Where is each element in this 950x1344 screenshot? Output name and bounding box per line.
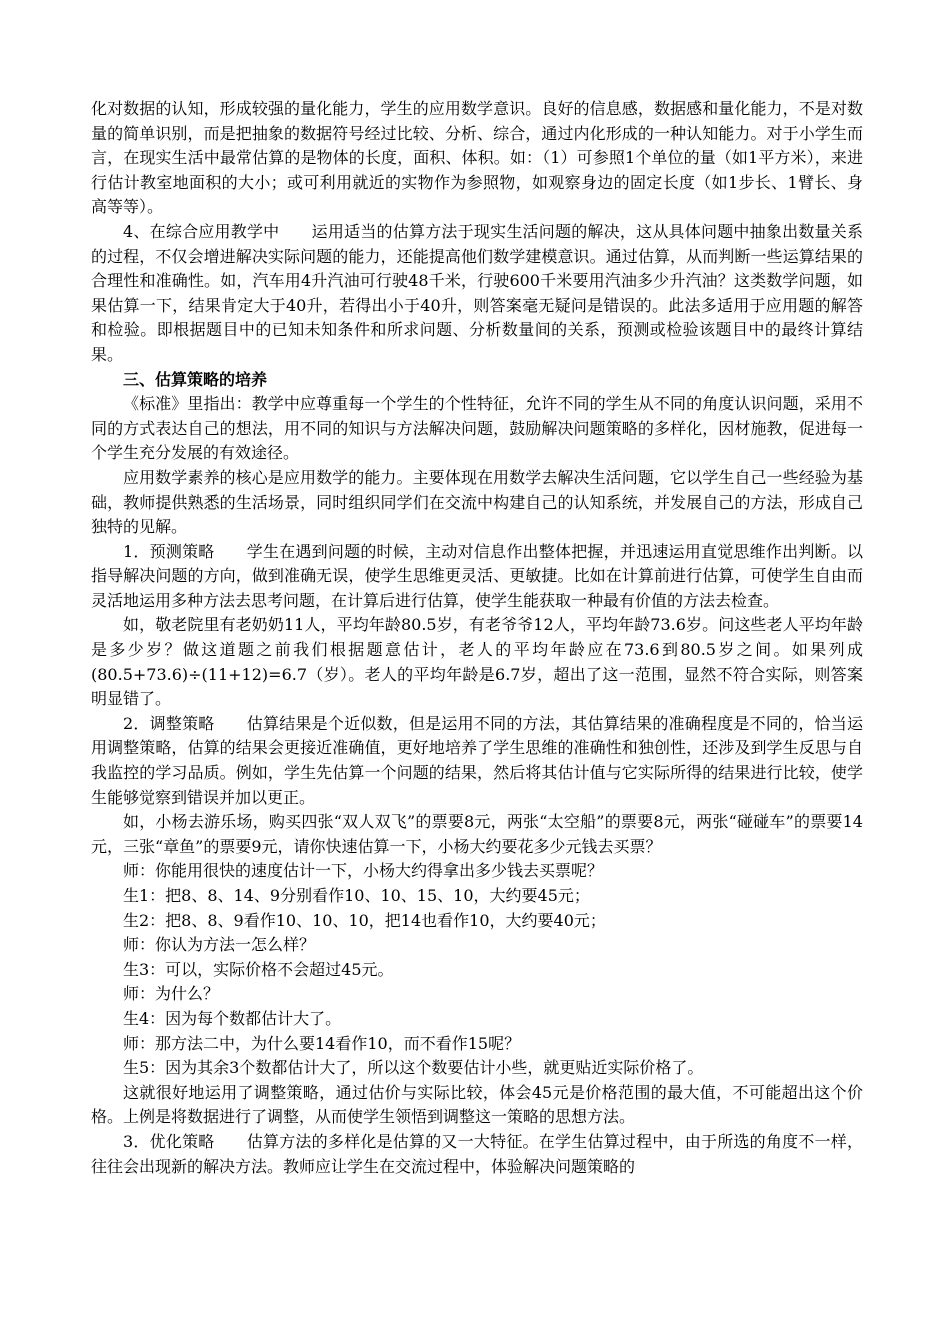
dialogue-line: 生4：因为每个数都估计大了。 xyxy=(123,1008,342,1028)
dialogue-line: 师：为什么？ xyxy=(123,984,220,1004)
paragraph-adjustment-summary: 这就很好地运用了调整策略，通过估价与实际比较，体会45元是价格范围的最大值，不可能超出这个价格。上例是将数据进行了调整，从而使学生领悟到调整这一策略的思想方法。 xyxy=(91,1082,863,1127)
item-text: 学生在遇到问题的时候，主动对信息作出整体把握，并迅速运用直觉思维作出判断。以指导解决问题的方向，做到准确无误，使学生思维更灵活、更敏捷。比如在计算前进行估算，可使学生自由而灵活地运用多种方法去思考问题，在计算后进行估算，使学生能获取一种最有价值的方法去检查。 xyxy=(91,541,863,610)
paragraph-comprehensive-application xyxy=(91,220,863,368)
paragraph-amusement-park-example: 如，小杨去游乐场，购买四张“双人双飞”的票要8元，两张“太空船”的票要8元，两张“碰碰车”的票要14元，三张“章鱼”的票要9元，请你快速估算一下，小杨大约要花多少元钱去买票？ xyxy=(91,812,863,856)
item-label: 3．优化策略 xyxy=(123,1131,215,1151)
item-text: 运用适当的估算方法于现实生活问题的解决，这从具体问题中抽象出数量关系的过程，不仅会增进解决实际问题的能力，还能提高他们数学建模意识。通过估算，从而判断一些运算结果的合理性和准确性。如，汽车用4升汽油可行驶48千米，行驶600千米要用汽油多少升汽油？这类数学问题，如果估算一下，结果肯定大于40升，若得出小于40升，则答案毫无疑问是错误的。此法多适用于应用题的解答和检验。即根据题目中的已知未知条件和所求问题、分析数量间的关系，预测或检验该题目中的最终计算结果。 xyxy=(91,221,863,364)
item-text: 估算结果是个近似数，但是运用不同的方法，其估算结果的准确程度是不同的，恰当运用调整策略，估算的结果会更接近准确值，更好地培养了学生思维的准确性和独创性，还涉及到学生反思与自我监控的学习品质。例如，学生先估算一个问题的结果，然后将其估计值与它实际所得的结果进行比较，使学生能够觉察到错误并加以更正。 xyxy=(91,713,863,807)
item-label: 2．调整策略 xyxy=(123,713,215,733)
paragraph-continued: 化对数据的认知，形成较强的量化能力，学生的应用数学意识。良好的信息感，数据感和量化能力，不是对数量的简单识别，而是把抽象的数据符号经过比较、分析、综合，通过内化形成的一种认知能力。对于小学生而言，在现实生活中最常估算的是物体的长度，面积、体积。如：（1）可参照1个单位的量（如1平方米），来进行估计教室地面积的大小；或可利用就近的实物作为参照物，如观察身边的固定长度（如1步长、1臂长、身高等等）。 xyxy=(91,99,863,217)
dialogue-line: 生5：因为其余3个数都估计大了，所以这个数要估计小些，就更贴近实际价格了。 xyxy=(123,1058,704,1078)
paragraph-math-literacy: 应用数学素养的核心是应用数学的能力。主要体现在用数学去解决生活问题，它以学生自己一些经验为基础，教师提供熟悉的生活场景，同时组织同学们在交流中构建自己的认知系统，并发展自己的方法，形成自己独特的见解。 xyxy=(91,467,863,537)
document-page xyxy=(91,97,863,1179)
paragraph-nursing-home-example: 如，敬老院里有老奶奶11人，平均年龄80.5岁，有老爷爷12人，平均年龄73.6岁。问这些老人平均年龄是多少岁？做这道题之前我们根据题意估计，老人的平均年龄应在73.6到80.5岁之间。如果列成(80.5+73.6)÷(11+12)=6.7（岁）。老人的平均年龄是6.7岁，超出了这一范围，显然不符合实际，则答案明显错了。 xyxy=(91,615,863,709)
paragraph-adjustment-strategy xyxy=(91,712,863,810)
section-heading: 三、估算策略的培养 xyxy=(123,369,268,389)
dialogue-line: 生2：把8、8、9看作10、10、10，把14也看作10，大约要40元； xyxy=(123,910,606,930)
paragraph-prediction-strategy xyxy=(91,540,863,614)
item-text: 估算方法的多样化是估算的又一大特征。在学生估算过程中，由于所选的角度不一样，往往会出现新的解决方法。教师应让学生在交流过程中，体验解决问题策略的 xyxy=(91,1131,863,1176)
dialogue-line: 师：你认为方法一怎么样？ xyxy=(123,935,316,955)
dialogue-line: 师：你能用很快的速度估计一下，小杨大约得拿出多少钱去买票呢？ xyxy=(123,861,604,881)
dialogue-line: 师：那方法二中，为什么要14看作10，而不看作15呢？ xyxy=(123,1033,521,1053)
item-label: 1．预测策略 xyxy=(123,541,215,561)
paragraph-standard-quote: 《标准》里指出：教学中应尊重每一个学生的个性特征，允许不同的学生从不同的角度认识问题，采用不同的方式表达自己的想法，用不同的知识与方法解决问题，鼓励解决问题策略的多样化，因材施教，促进每一个学生充分发展的有效途径。 xyxy=(91,394,863,463)
dialogue-line: 生3：可以，实际价格不会超过45元。 xyxy=(123,959,394,979)
dialogue-line: 生1：把8、8、14、9分别看作10、10、15、10，大约要45元； xyxy=(123,886,590,905)
item-label: 4、在综合应用教学中 xyxy=(123,221,280,241)
paragraph-optimization-strategy xyxy=(91,1130,863,1179)
